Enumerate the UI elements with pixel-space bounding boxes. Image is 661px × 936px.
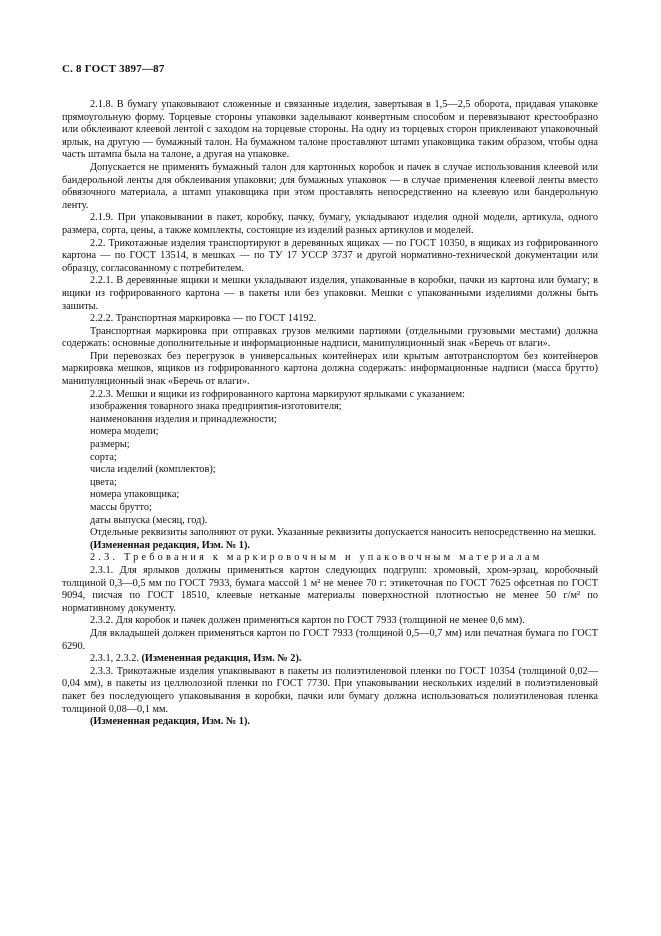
paragraph-2-3-3: 2.3.3. Трикотажные изделия упаковывают в пакеты из полиэтиленовой пленки по ГОСТ 10354 (толщиной 0,02—0,04 мм), в пакеты из целлюлозной пленки по ГОСТ 7730. При упаковывании нескольких изделий в полиэтиленовый пакет без последующего упаковывания в коробки, пачки или бумагу должна использоваться полиэтиленовая пленка толщиной 0,08—0,1 мм.	[62, 665, 598, 715]
list-item: сорта;	[90, 451, 117, 463]
list-item: номера модели;	[90, 426, 159, 438]
paragraph-edition-2	[62, 653, 598, 666]
edition-note: (Измененная редакция, Изм. № 1).	[90, 716, 250, 728]
list-item: цвета;	[90, 476, 117, 488]
paragraph-2-3-1: 2.3.1. Для ярлыков должны применяться картон следующих подгрупп: хромовый, хром-эрзац, коробочный толщиной 0,3—0,5 мм по ГОСТ 7933, бумага массой 1 м² не менее 70 г: этикеточная по ГОСТ 7625 офсетная по ГОСТ 9094, писчая по ГОСТ 18510, клеевые нетканые материалы поверхностной плотностью не менее 50 г/м² по нормативному документу.	[62, 564, 598, 614]
paragraph-inserts: Для вкладышей должен применяться картон по ГОСТ 7933 (толщиной 0,5—0,7 мм) или печатная бумага по ГОСТ 6290.	[62, 627, 598, 652]
paragraph-2-2: 2.2. Трикотажные изделия транспортируют в деревянных ящиках — по ГОСТ 10350, в ящиках из гофрированного картона — по ГОСТ 13514, в мешках — по ТУ 17 УССР 3737 и другой нормативно-технической документации или образцу, согласованному с потребителем.	[62, 237, 598, 274]
paragraph-2-1-8: 2.1.8. В бумагу упаковывают сложенные и связанные изделия, завертывая в 1,5—2,5 оборота, придавая упаковке прямоугольную форму. Торцевые стороны упаковки заделывают конвертным способом и перевязывают крестообразно или обклеивают клеевой лентой с заходом на торцевые стороны. На одну из торцевых сторон приклеивают упаковочный ярлык, на другую — бумажный талон. На бумажном талоне проставляют штамп упаковщика таким образом, чтобы одна часть штампа была на талоне, а другая на упаковке.	[62, 99, 598, 161]
list-item: номера упаковщика;	[90, 489, 180, 501]
document-body	[62, 99, 598, 729]
paragraph-2-2-1: 2.2.1. В деревянные ящики и мешки укладывают изделия, упакованные в коробки, пачки из картона или бумагу; в ящики из гофрированного картона — в пакеты или без упаковки. Мешки с упакованными изделиями должны быть зашиты.	[62, 275, 598, 312]
list-item: размеры;	[90, 439, 130, 451]
paragraph-2-2-3: 2.2.3. Мешки и ящики из гофрированного картона маркируют ярлыками с указанием:	[90, 388, 465, 400]
list-item: числа изделий (комплектов);	[90, 464, 216, 476]
list-item: наименования изделия и принадлежности;	[90, 413, 277, 425]
paragraph-handwritten-details: Отдельные реквизиты заполняют от руки. Указанные реквизиты допускается наносить непосредственно на мешки.	[90, 527, 597, 539]
list-item: даты выпуска (месяц, год).	[90, 514, 208, 526]
edition-note: (Измененная редакция, Изм. № 2).	[141, 653, 302, 665]
page-header: С. 8 ГОСТ 3897—87	[62, 63, 165, 75]
paragraph-2-3-2: 2.3.2. Для коробок и пачек должен применяться картон по ГОСТ 7933 (толщиной не менее 0,6 мм).	[90, 615, 525, 627]
paragraph-2-2-2: 2.2.2. Транспортная маркировка — по ГОСТ 14192.	[90, 313, 317, 325]
paragraph-2-1-9: 2.1.9. При упаковывании в пакет, коробку, пачку, бумагу, укладывают изделия одной модели, артикула, одного размера, сорта, цены, а также комплекты, состоящие из изделий разных артикулов и моделей.	[62, 212, 598, 236]
list-item: массы брутто;	[90, 502, 152, 513]
paragraph-transport-marking: Транспортная маркировка при отправках грузов мелкими партиями (отдельными грузовыми местами) должна содержать: основные дополнительные и информационные надписи, манипуляционный знак «Беречь от влаги».	[62, 325, 598, 350]
clause-reference: 2.3.1, 2.3.2.	[90, 653, 139, 665]
section-heading-2-3: 2.3. Требования к маркировочным и упаковочным материалам	[90, 552, 543, 564]
paragraph-tag-exception: Допускается не применять бумажный талон для картонных коробок и пачек в случае использования клеевой или бандерольной ленты для обклеивания упаковки; для бумажных упаковок — в случае применения клеевой ленты вместо обвязочного материала, а штамп упаковщика при этом проставлять непосредственно на клеевую или бандерольную ленту.	[62, 161, 598, 211]
paragraph-container-transport: При перевозках без перегрузок в универсальных контейнерах или крытым автотранспортом без контейнеров маркировка мешков, ящиков из гофрированного картона должна содержать: информационные надписи (масса брутто) манипуляционный знак «Беречь от влаги».	[62, 350, 598, 388]
edition-note: (Измененная редакция, Изм. № 1).	[90, 539, 250, 551]
list-item: изображения товарного знака предприятия-изготовителя;	[90, 401, 342, 413]
